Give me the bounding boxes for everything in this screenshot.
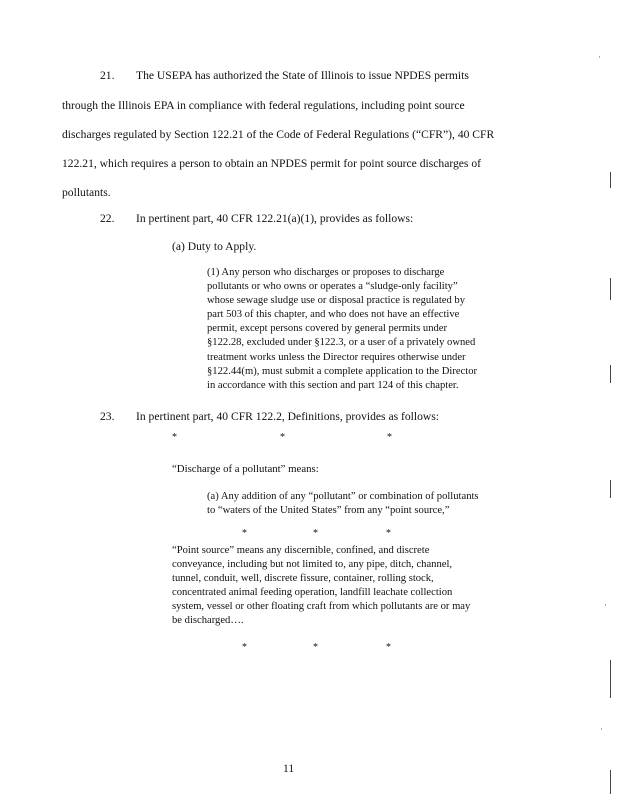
scan-margin-mark: [610, 278, 611, 300]
quote-line: whose sewage sludge use or disposal practice is regulated by: [207, 295, 466, 307]
ellipsis-star: *: [313, 528, 318, 539]
scan-margin-mark: [610, 172, 611, 188]
quote-line: (1) Any person who discharges or proposes to discharge: [207, 267, 445, 278]
scan-margin-mark: [610, 365, 611, 383]
paragraph-line: discharges regulated by Section 122.21 of the Code of Federal Regulations (“CFR”), 40 CFR: [62, 128, 495, 141]
scan-margin-mark: [610, 770, 611, 794]
ellipsis-star: *: [386, 642, 391, 653]
paragraph-text: In pertinent part, 40 CFR 122.2, Definitions, provides as follows:: [136, 410, 440, 423]
block-quote: [172, 544, 470, 629]
quote-line: permit, except persons covered by general permits under: [207, 323, 448, 335]
scan-speck: ·: [600, 724, 603, 734]
ellipsis-star: *: [280, 432, 285, 443]
paragraph-number: 23.: [100, 410, 115, 423]
quote-line: to “waters of the United States” from any “point source,”: [207, 505, 450, 517]
paragraph-text: In pertinent part, 40 CFR 122.21(a)(1), provides as follows:: [136, 212, 414, 225]
paragraph-line: The USEPA has authorized the State of Illinois to issue NPDES permits: [136, 69, 469, 82]
quote-subheading: (a) Duty to Apply.: [172, 240, 257, 253]
page-number: 11: [283, 762, 295, 775]
scan-margin-mark: [610, 660, 611, 698]
paragraph-line: 122.21, which requires a person to obtain an NPDES permit for point source discharges of: [62, 157, 482, 170]
ellipsis-star: *: [313, 642, 318, 653]
scan-speck: ·: [604, 600, 607, 610]
quote-line: §122.28, excluded under §122.3, or a user of a privately owned: [207, 337, 476, 349]
definition-heading: “Discharge of a pollutant” means:: [172, 463, 319, 475]
quote-line: treatment works unless the Director requires otherwise under: [207, 351, 466, 363]
quote-line: system, vessel or other floating craft from which pollutants are or may: [172, 601, 471, 613]
quote-line: conveyance, including but not limited to, any pipe, ditch, channel,: [172, 559, 453, 571]
ellipsis-star: *: [387, 432, 392, 443]
quote-line: part 503 of this chapter, and who does not have an effective: [207, 309, 460, 321]
quote-line: be discharged….: [172, 615, 244, 627]
paragraph-number: 21.: [100, 69, 115, 82]
ellipsis-star: *: [242, 642, 247, 653]
quote-line: “Point source” means any discernible, confined, and discrete: [172, 545, 430, 556]
quote-line: in accordance with this section and part 124 of this chapter.: [207, 379, 459, 391]
quote-line: §122.44(m), must submit a complete application to the Director: [207, 365, 478, 377]
ellipsis-star: *: [242, 528, 247, 539]
quote-line: concentrated animal feeding operation, landfill leachate collection: [172, 587, 453, 599]
paragraph-line: through the Illinois EPA in compliance with federal regulations, including point source: [62, 99, 465, 112]
quote-line: (a) Any addition of any “pollutant” or combination of pollutants: [207, 491, 479, 502]
block-quote: [207, 266, 477, 393]
scan-margin-mark: [610, 480, 611, 498]
paragraph-number: 22.: [100, 212, 115, 225]
ellipsis-star: *: [172, 432, 177, 443]
quote-line: tunnel, conduit, well, discrete fissure, container, rolling stock,: [172, 573, 434, 585]
ellipsis-star: *: [386, 528, 391, 539]
block-quote: [207, 490, 479, 518]
paragraph-line: pollutants.: [62, 186, 111, 199]
quote-line: pollutants or who owns or operates a “sludge-only facility”: [207, 281, 458, 293]
scan-speck: ·: [598, 52, 601, 62]
